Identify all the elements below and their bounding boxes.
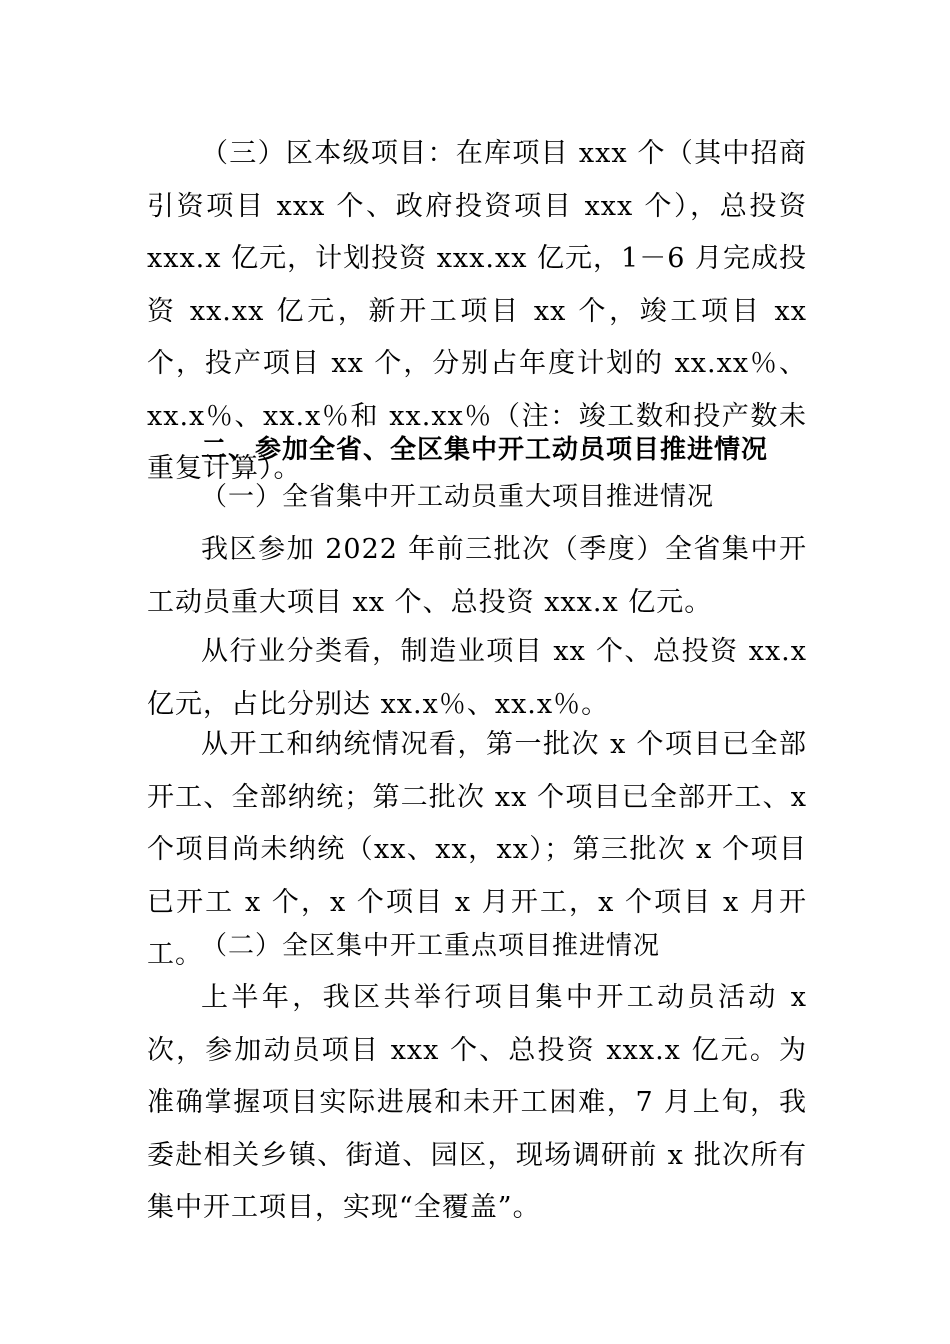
subheading-district: （二）全区集中开工重点项目推进情况: [201, 931, 661, 961]
paragraph-district-summary: 上半年，我区共举行项目集中开工动员活动 x 次，参加动员项目 xxx 个、总投资 xxx.x 亿元。为准确掌握项目实际进展和未开工困难，7 月上旬，我委赴相关乡镇、街道、园区，现场调研前 x 批次所有集中开工项目，实现“全覆盖”。: [147, 982, 807, 1223]
paragraph-district-projects: （三）区本级项目：在库项目 xxx 个（其中招商引资项目 xxx 个、政府投资项目 xxx 个），总投资 xxx.x 亿元，计划投资 xxx.xx 亿元，1－6 月完成投资 xx.xx 亿元，新开工项目 xx 个，竣工项目 xx 个，投产项目 xx 个，分别占年度计划的 xx.xx％、xx.x％、xx.x％和 xx.xx％（注：竣工数和投产数未重复计算）。: [147, 138, 807, 484]
paragraph-provincial-summary: 我区参加 2022 年前三批次（季度）全省集中开工动员重大项目 xx 个、总投资 xxx.x 亿元。: [147, 534, 807, 618]
section-heading-two: 二、参加全省、全区集中开工动员项目推进情况: [201, 435, 769, 465]
paragraph-batches: 从开工和纳统情况看，第一批次 x 个项目已全部开工、全部纳统；第二批次 xx 个项目已全部开工、x 个项目尚未纳统（xx、xx，xx）；第三批次 x 个项目已开工 x 个，x 个项目 x 月开工，x 个项目 x 月开工。: [147, 729, 807, 970]
subheading-provincial: （一）全省集中开工动员重大项目推进情况: [201, 482, 715, 512]
paragraph-industry: 从行业分类看，制造业项目 xx 个、总投资 xx.x 亿元，占比分别达 xx.x％、xx.x％。: [147, 636, 807, 720]
